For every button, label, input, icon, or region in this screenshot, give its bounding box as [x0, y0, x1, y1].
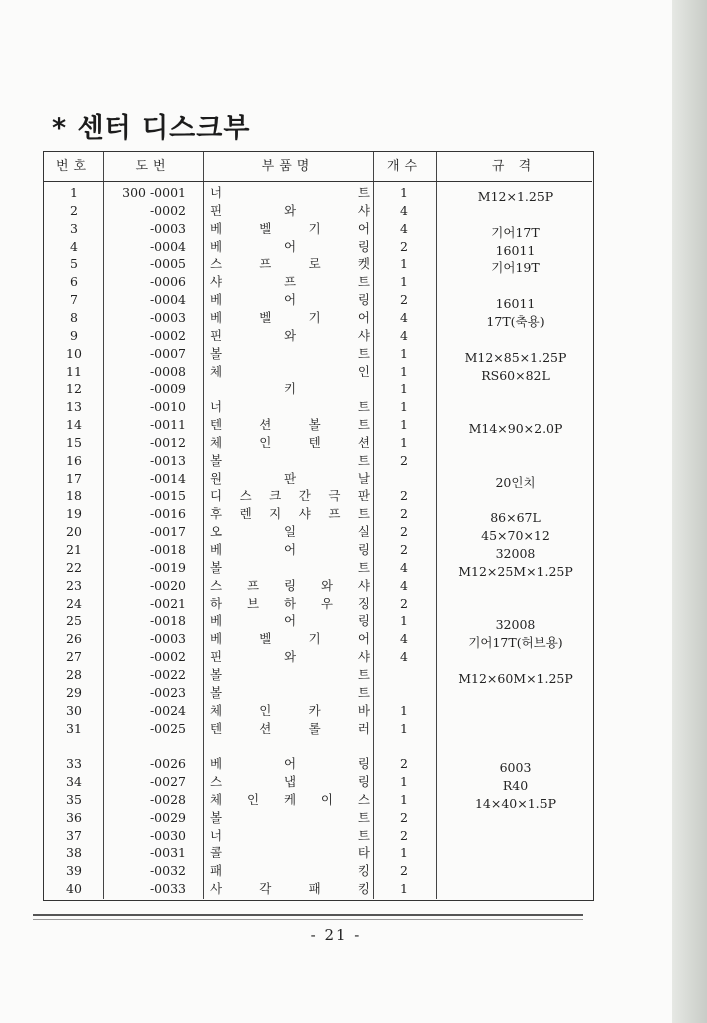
- row-number: 15: [66, 434, 82, 450]
- row-part-name: 패 킹: [210, 863, 370, 879]
- table-row: [44, 398, 592, 416]
- row-part-name: 스 프 로 켓: [210, 256, 370, 272]
- row-number: 21: [66, 542, 82, 557]
- row-spec: 14×40×1.5P: [474, 795, 557, 811]
- table-row: [44, 720, 592, 738]
- row-spec: M12×60M×1.25P: [458, 670, 573, 686]
- row-qty: 1: [400, 881, 408, 897]
- row-number: 34: [66, 774, 82, 790]
- row-part-name: 텐 션 롤 러: [210, 720, 370, 736]
- page-edge: [672, 0, 707, 1023]
- row-spec: 기어17T: [491, 224, 540, 240]
- row-number: 24: [66, 595, 82, 611]
- row-drawing: -0018: [149, 613, 186, 629]
- row-qty: 4: [400, 309, 408, 325]
- row-drawing: -0018: [149, 542, 186, 557]
- row-number: 14: [66, 417, 82, 433]
- row-number: 3: [70, 220, 78, 236]
- parts-table: [43, 151, 594, 901]
- header-no: 번호: [55, 159, 92, 174]
- row-qty: [374, 684, 434, 702]
- row-qty: 2: [400, 827, 408, 843]
- row-part-name: 너 트: [210, 185, 370, 200]
- row-drawing: -0002: [149, 202, 186, 218]
- row-qty: 4: [400, 559, 408, 575]
- row-number: 9: [70, 327, 78, 343]
- row-qty: 1: [400, 774, 408, 790]
- row-part-name: 볼 트: [210, 809, 370, 825]
- row-drawing: -0016: [149, 506, 186, 522]
- row-number: 33: [66, 756, 82, 772]
- row-number: 8: [70, 309, 78, 325]
- row-part-name: 베 어 링: [210, 292, 370, 308]
- row-number: 37: [66, 827, 82, 843]
- row-part-name: 너 트: [210, 399, 370, 415]
- row-part-name: 핀 와 샤: [210, 202, 370, 218]
- row-qty: 2: [400, 863, 408, 879]
- row-spec: 86×67L: [490, 510, 541, 526]
- row-number: 29: [66, 684, 82, 700]
- row-part-name: 텐 션 볼 트: [210, 417, 370, 433]
- row-part-name: 체 인 카 바: [210, 702, 370, 718]
- table-header: [44, 152, 592, 182]
- row-drawing: -0025: [149, 720, 186, 736]
- row-qty: 2: [400, 292, 408, 308]
- row-part-name: 후 렌 지 샤 프 트: [210, 506, 370, 522]
- table-row: [44, 880, 592, 898]
- row-number: 12: [66, 381, 82, 397]
- row-number: 7: [70, 292, 78, 308]
- row-part-name: 콜 타: [210, 845, 370, 861]
- row-part-name: 베 어 링: [210, 756, 370, 772]
- row-part-name: 키: [283, 381, 297, 397]
- row-part-name: 체 인 케 이 스: [210, 791, 370, 807]
- row-spec: R40: [502, 778, 529, 794]
- row-qty: 1: [400, 613, 408, 629]
- row-qty: 1: [400, 399, 408, 415]
- page-title: * 센터 디스크부: [52, 113, 251, 144]
- row-drawing: -0003: [149, 631, 186, 647]
- header-qty: 개수: [386, 159, 423, 174]
- table-row: [44, 827, 592, 845]
- row-qty: 1: [400, 434, 408, 450]
- row-drawing: -0014: [149, 470, 186, 486]
- row-number: 30: [66, 702, 82, 718]
- row-spec: M14×90×2.0P: [468, 421, 563, 437]
- row-number: 38: [66, 845, 82, 861]
- row-drawing: -0005: [149, 256, 186, 272]
- table-row: [44, 844, 592, 862]
- header-spec: 규 격: [491, 159, 537, 174]
- row-drawing: -0020: [149, 577, 186, 593]
- row-drawing: -0003: [149, 220, 186, 236]
- row-part-name: 디 스 크 간 극 판: [210, 488, 370, 504]
- row-number: 19: [66, 506, 82, 522]
- row-drawing: 300 -0001: [122, 185, 186, 200]
- row-part-name: 볼 트: [210, 452, 370, 468]
- row-qty: 1: [400, 417, 408, 433]
- row-qty: 2: [400, 542, 408, 557]
- row-qty: 1: [400, 720, 408, 736]
- row-qty: 1: [400, 274, 408, 290]
- page-number: - 21 -: [310, 926, 362, 944]
- row-qty: [374, 666, 434, 684]
- row-number: 22: [66, 559, 82, 575]
- row-number: 5: [70, 256, 78, 272]
- table-row: [44, 595, 592, 613]
- row-part-name: 체 인: [210, 363, 370, 379]
- footer-rule: [33, 914, 583, 916]
- row-drawing: -0021: [149, 595, 186, 611]
- row-qty: 4: [400, 577, 408, 593]
- row-drawing: -0004: [149, 292, 186, 308]
- row-number: 26: [66, 631, 82, 647]
- row-number: 16: [66, 452, 82, 468]
- row-spec: 32008: [495, 617, 536, 633]
- row-drawing: -0002: [149, 327, 186, 343]
- row-qty: 2: [400, 488, 408, 504]
- row-number: 31: [66, 720, 82, 736]
- row-qty: 4: [400, 220, 408, 236]
- row-qty: [374, 737, 434, 755]
- row-drawing: -0003: [149, 309, 186, 325]
- row-qty: 1: [400, 845, 408, 861]
- row-spec: 17T(축용): [486, 313, 545, 329]
- row-qty: 4: [400, 631, 408, 647]
- row-number: 18: [66, 488, 82, 504]
- row-qty: [374, 470, 434, 488]
- row-drawing: -0011: [149, 417, 186, 433]
- row-qty: 4: [400, 202, 408, 218]
- row-spec: RS60×82L: [481, 367, 550, 383]
- row-drawing: -0009: [149, 381, 186, 397]
- row-spec: M12×25M×1.25P: [458, 563, 573, 579]
- row-spec: 45×70×12: [481, 528, 550, 544]
- row-number: 10: [66, 345, 82, 361]
- row-part-name: 볼 트: [210, 559, 370, 575]
- row-part-name: 베 벨 기 어: [210, 309, 370, 325]
- table-row: [44, 862, 592, 880]
- footer-rule: [33, 919, 583, 920]
- row-part-name: 체 인 텐 션: [210, 434, 370, 450]
- row-qty: 4: [400, 327, 408, 343]
- row-number: 23: [66, 577, 82, 593]
- row-qty: 2: [400, 595, 408, 611]
- row-number: 25: [66, 613, 82, 629]
- row-qty: 1: [400, 702, 408, 718]
- row-drawing: -0019: [149, 559, 186, 575]
- row-part-name: 오 일 실: [210, 524, 370, 540]
- row-drawing: -0030: [149, 827, 186, 843]
- row-drawing: -0024: [149, 702, 186, 718]
- row-drawing: -0008: [149, 363, 186, 379]
- row-drawing: -0012: [149, 434, 186, 450]
- row-drawing: -0007: [149, 345, 186, 361]
- row-number: 20: [66, 524, 82, 540]
- row-drawing: -0022: [149, 666, 186, 682]
- row-spec: 기어19T: [491, 260, 540, 276]
- row-drawing: -0017: [149, 524, 186, 540]
- row-drawing: -0013: [149, 452, 186, 468]
- row-spec: 기어17T(허브용): [468, 635, 563, 651]
- row-number: 40: [66, 881, 82, 897]
- row-part-name: 핀 와 샤: [210, 649, 370, 665]
- row-qty: 2: [400, 809, 408, 825]
- row-number: 2: [70, 202, 78, 218]
- row-spec: M12×85×1.25P: [464, 349, 567, 365]
- row-part-name: 베 어 링: [210, 238, 370, 254]
- row-qty: 1: [400, 345, 408, 361]
- row-qty: 2: [400, 452, 408, 468]
- row-spec: 16011: [495, 296, 536, 312]
- row-part-name: 원 판 날: [210, 470, 370, 486]
- row-drawing: -0010: [149, 399, 186, 415]
- row-number: 36: [66, 809, 82, 825]
- row-drawing: -0002: [149, 649, 186, 665]
- row-qty: 1: [400, 256, 408, 272]
- row-qty: 2: [400, 524, 408, 540]
- row-qty: 1: [400, 363, 408, 379]
- row-number: 11: [66, 363, 82, 379]
- row-part-name: 샤 프 트: [210, 274, 370, 290]
- row-spec: 16011: [495, 242, 536, 258]
- row-number: 4: [70, 238, 78, 254]
- row-qty: 1: [400, 791, 408, 807]
- row-part-name: 핀 와 샤: [210, 327, 370, 343]
- row-drawing: -0026: [149, 756, 186, 772]
- row-part-name: 베 어 링: [210, 613, 370, 629]
- row-part-name: 볼 트: [210, 684, 370, 700]
- row-number: [44, 737, 104, 755]
- row-drawing: -0027: [149, 774, 186, 790]
- row-number: 39: [66, 863, 82, 879]
- row-qty: 2: [400, 506, 408, 522]
- row-part-name: 볼 트: [210, 345, 370, 361]
- row-part-name: 스 프 링 와 샤: [210, 577, 370, 593]
- row-part-name: 너 트: [210, 827, 370, 843]
- row-drawing: -0032: [149, 863, 186, 879]
- row-qty: 4: [400, 649, 408, 665]
- row-part-name: [210, 737, 370, 755]
- row-spec: 32008: [495, 546, 536, 561]
- row-qty: 2: [400, 756, 408, 772]
- row-number: 28: [66, 666, 82, 682]
- row-drawing: -0028: [149, 791, 186, 807]
- row-part-name: 스 냅 링: [210, 774, 370, 790]
- row-drawing: -0015: [149, 488, 186, 504]
- row-drawing: -0029: [149, 809, 186, 825]
- row-spec: 20인치: [495, 474, 536, 490]
- row-part-name: 하 브 하 우 징: [210, 595, 370, 611]
- table-row: [44, 452, 592, 470]
- row-drawing: -0033: [149, 881, 186, 897]
- row-part-name: 사 각 패 킹: [210, 881, 370, 897]
- row-qty: 2: [400, 238, 408, 254]
- row-number: 1: [70, 185, 78, 200]
- row-spec: 6003: [499, 760, 532, 776]
- row-drawing: -0031: [149, 845, 186, 861]
- table-row: [44, 702, 592, 720]
- row-number: 13: [66, 399, 82, 415]
- row-drawing: [104, 737, 186, 755]
- row-drawing: -0004: [149, 238, 186, 254]
- row-number: 35: [66, 791, 82, 807]
- row-part-name: 볼 트: [210, 666, 370, 682]
- row-part-name: 베 벨 기 어: [210, 631, 370, 647]
- row-qty: 1: [400, 185, 408, 200]
- table-row: [44, 737, 592, 755]
- row-qty: 1: [400, 381, 408, 397]
- row-number: 27: [66, 649, 82, 665]
- row-number: 6: [70, 274, 78, 290]
- row-part-name: 베 벨 기 어: [210, 220, 370, 236]
- row-number: 17: [66, 470, 82, 486]
- header-drawing: 도번: [135, 159, 171, 174]
- row-drawing: -0006: [149, 274, 186, 290]
- row-part-name: 베 어 링: [210, 542, 370, 557]
- row-drawing: -0023: [149, 684, 186, 700]
- header-name: 부품명: [261, 159, 315, 174]
- row-spec: M12×1.25P: [477, 189, 554, 204]
